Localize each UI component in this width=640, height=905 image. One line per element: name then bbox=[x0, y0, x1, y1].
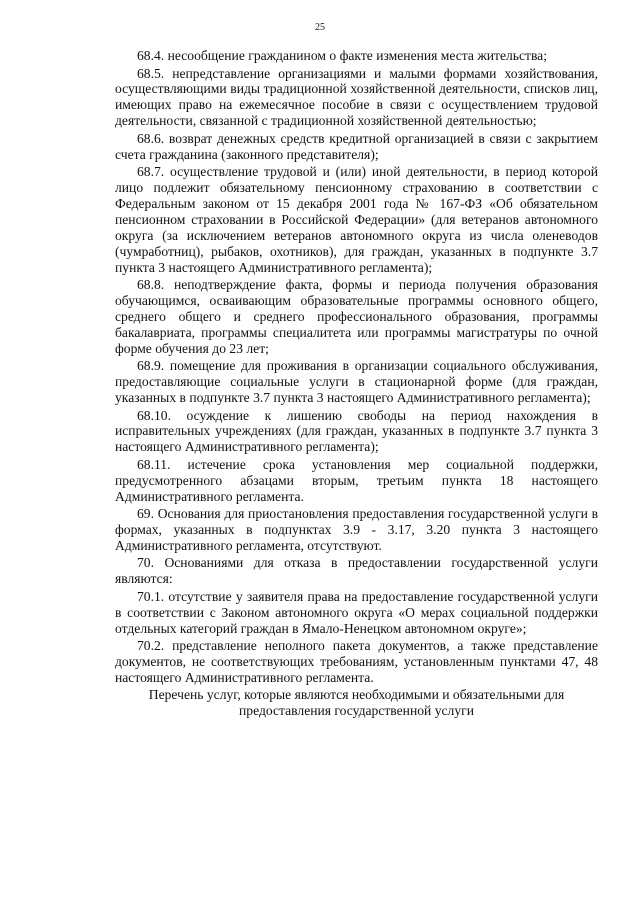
document-body bbox=[115, 48, 598, 719]
paragraph-68-7: 68.7. осуществление трудовой и (или) иной деятельности, в период которой лицо подлежит обязательному пенсионному страхованию в соответствии с Федеральным законом от 15 декабря 2001 года № 167-ФЗ «Об обязательном пенсионном страховании в Российской Федерации» (для ветеранов автономного округа (за исключением ветеранов автономного округа из числа оленеводов (чумработниц), рыбаков, охотников), для граждан, указанных в подпункте 3.7 пункта 3 настоящего Административного регламента); bbox=[115, 164, 598, 275]
paragraph-68-5: 68.5. непредставление организациями и малыми формами хозяйствования, осуществляющими виды традиционной хозяйственной деятельности, списков лиц, имеющих право на ежемесячное пособие в связи с осуществлением трудовой деятельности, связанной с традиционной хозяйственной деятельностью; bbox=[115, 65, 598, 129]
paragraph-68-10: 68.10. осуждение к лишению свободы на период нахождения в исправительных учреждениях (для граждан, указанных в подпункте 3.7 пункта 3 настоящего Административного регламента); bbox=[115, 407, 598, 455]
paragraph-68-4: 68.4. несообщение гражданином о факте изменения места жительства; bbox=[137, 48, 547, 63]
paragraph-69: 69. Основания для приостановления предоставления государственной услуги в формах, указанных в подпунктах 3.9 - 3.17, 3.20 пункта 3 настоящего Административного регламента, отсутствуют. bbox=[115, 506, 598, 553]
paragraph-70-2: 70.2. представление неполного пакета документов, а также представление документов, не соответствующих требованиям, установленным пунктами 47, 48 настоящего Административного регламента. bbox=[115, 638, 598, 685]
paragraph-68-8: 68.8. неподтверждение факта, формы и периода получения образования обучающимся, осваивающим образовательные программы основного общего, среднего общего и среднего профессионального образования, программы бакалавриата, программы специалитета или программы магистратуры по очной форме обучения до 23 лет; bbox=[115, 277, 598, 356]
paragraph-68-11: 68.11. истечение срока установления мер социальной поддержки, предусмотренного абзацами вторым, третьим пункта 18 настоящего Административного регламента. bbox=[115, 456, 598, 504]
paragraph-70-1: 70.1. отсутствие у заявителя права на предоставление государственной услуги в соответствии с Законом автономного округа «О мерах социальной поддержки отдельных категорий граждан в Ямало-Ненецком автономном округе»; bbox=[115, 588, 598, 636]
section-heading: Перечень услуг, которые являются необходимыми и обязательными для предоставления государственной услуги bbox=[148, 687, 565, 719]
paragraph-68-9: 68.9. помещение для проживания в организации социального обслуживания, предоставляющие социальные услуги в стационарной форме (для граждан, указанных в подпункте 3.7 пункта 3 настоящего Административного регламента); bbox=[115, 358, 598, 405]
paragraph-68-6: 68.6. возврат денежных средств кредитной организацией в связи с закрытием счета гражданина (законного представителя); bbox=[115, 130, 598, 162]
page-number: 25 bbox=[315, 22, 325, 33]
paragraph-70: 70. Основаниями для отказа в предоставлении государственной услуги являются: bbox=[115, 555, 598, 587]
